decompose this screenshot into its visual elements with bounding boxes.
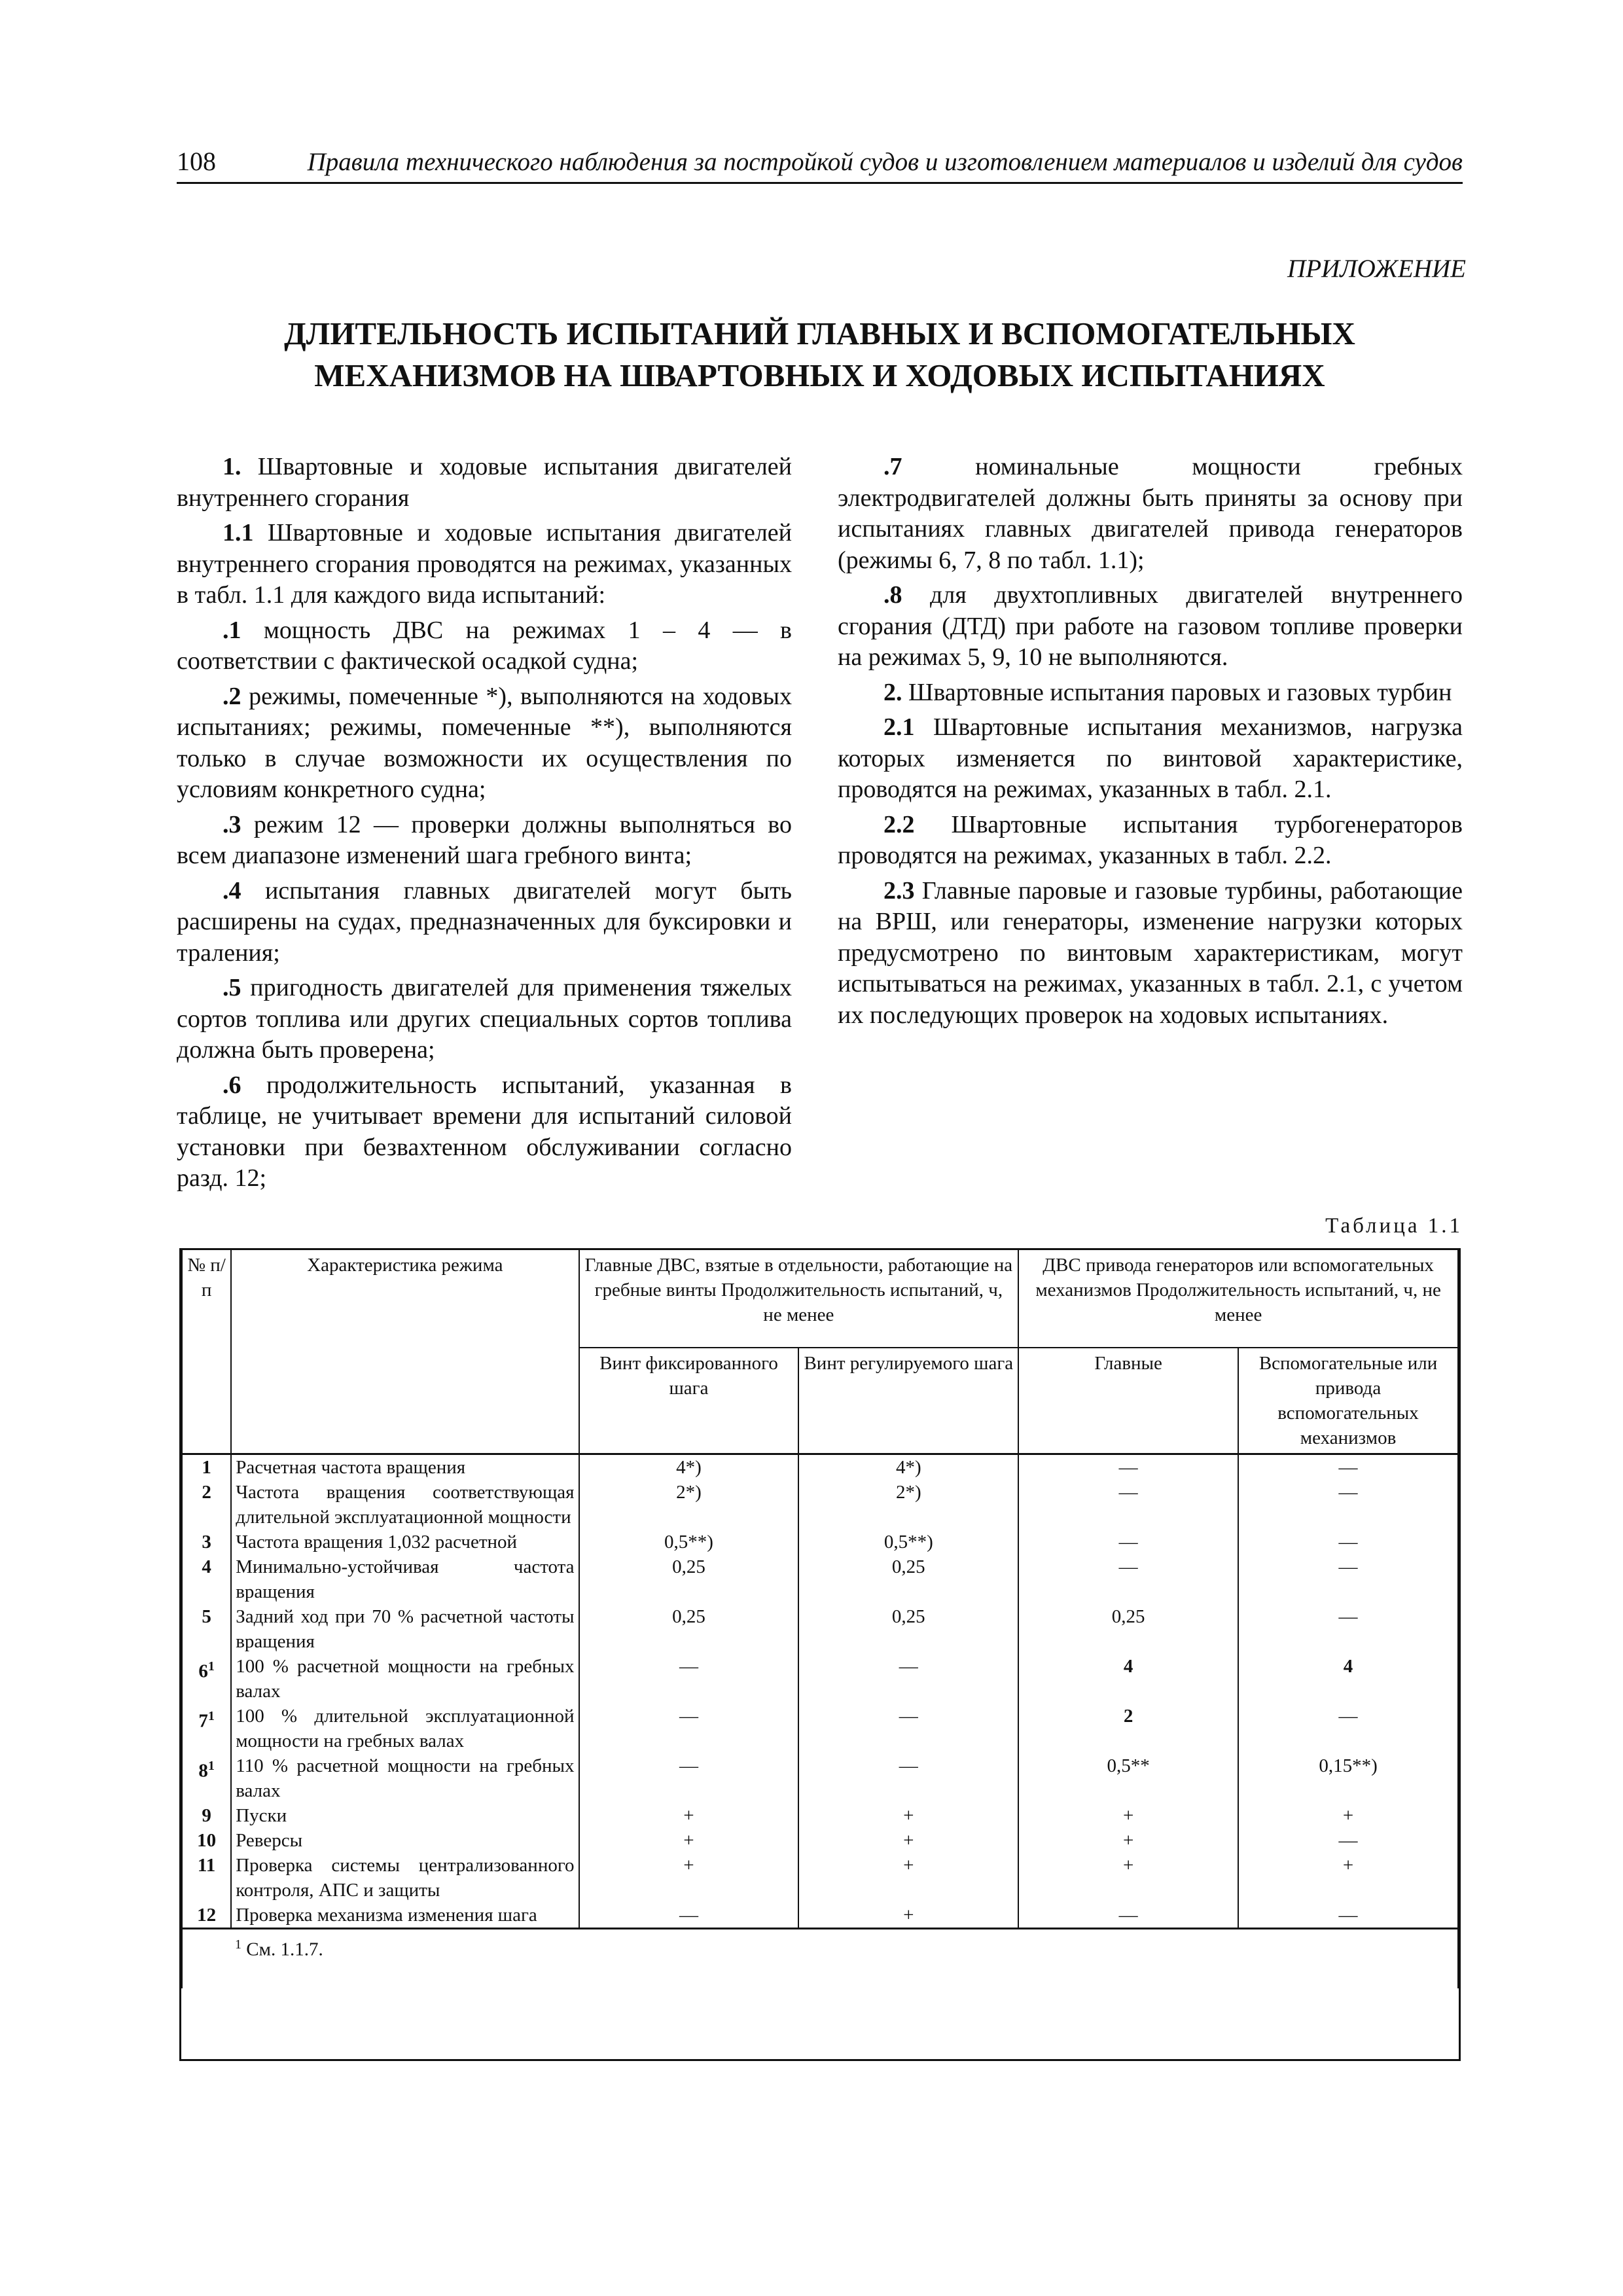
- row-footnote-mark: 1: [207, 1659, 215, 1674]
- paragraph-text: испытания главных двигателей могут быть расширены на судах, предназначенных для буксировки и траления;: [177, 876, 793, 967]
- paragraph: [838, 452, 1463, 576]
- duration-cell-d: —: [1238, 1480, 1458, 1530]
- row-number-text: 9: [202, 1805, 211, 1826]
- duration-cell-b: —: [798, 1654, 1018, 1704]
- row-characteristic: Пуски: [231, 1803, 579, 1828]
- paragraph-number: .5: [223, 974, 241, 1001]
- paragraph-text: для двухтопливных двигателей внутреннего сгорания (ДТД) при работе на газовом топливе проверки на режимах 5, 9, 10 не выполняются.: [838, 581, 1463, 671]
- paragraph-number: .6: [223, 1071, 241, 1099]
- table-row: [182, 1853, 1458, 1903]
- paragraph-text: номинальные мощности гребных электродвигателей должны быть приняты за основу при испытаниях главных двигателей привода генераторов (режимы 6, 7, 8 по табл. 1.1);: [838, 453, 1463, 574]
- duration-cell-c: 4: [1018, 1654, 1238, 1704]
- row-characteristic: 100 % длительной эксплуатационной мощности на гребных валах: [231, 1704, 579, 1753]
- paragraph-number: 2.2: [883, 810, 915, 838]
- duration-cell-a: —: [579, 1903, 799, 1929]
- duration-cell-d: —: [1238, 1903, 1458, 1929]
- duration-cell-d: —: [1238, 1604, 1458, 1654]
- duration-cell-c: 0,25: [1018, 1604, 1238, 1654]
- row-number-text: 8: [198, 1760, 208, 1782]
- duration-cell-a: +: [579, 1828, 799, 1853]
- duration-cell-a: 4*): [579, 1454, 799, 1480]
- row-number: [182, 1604, 231, 1654]
- paragraph-number: 2.: [883, 678, 902, 706]
- duration-cell-c: —: [1018, 1454, 1238, 1480]
- duration-cell-b: 0,25: [798, 1604, 1018, 1654]
- header-num-spacer: [182, 1348, 231, 1454]
- paragraph-text: пригодность двигателей для применения тяжелых сортов топлива или других специальных сортов топлива должна быть проверена;: [177, 974, 793, 1064]
- row-number: [182, 1480, 231, 1530]
- table-row: [182, 1530, 1458, 1554]
- row-characteristic: Проверка системы централизованного контроля, АПС и защиты: [231, 1853, 579, 1903]
- duration-cell-c: —: [1018, 1554, 1238, 1604]
- paragraph: [177, 518, 792, 611]
- header-main-engines: Главные ДВС, взятые в отдельности, работающие на гребные винты Продолжительность испытаний, ч, не менее: [579, 1250, 1019, 1348]
- header-characteristic: Характеристика режима: [231, 1250, 579, 1348]
- table-row: [182, 1654, 1458, 1704]
- row-characteristic: 100 % расчетной мощности на гребных валах: [231, 1654, 579, 1704]
- duration-cell-b: 2*): [798, 1480, 1018, 1530]
- left-text-column: [177, 452, 792, 1198]
- duration-cell-b: 0,5**): [798, 1530, 1018, 1554]
- paragraph-text: Швартовные и ходовые испытания двигателей внутреннего сгорания: [177, 453, 793, 512]
- paragraph-text: Главные паровые и газовые турбины, работающие на ВРШ, или генераторы, изменение нагрузки которых предусмотрено по винтовым характеристикам, могут испытываться на режимах, указанных в табл. 2.1, с учетом их последующих проверок на ходовых испытаниях.: [838, 876, 1463, 1029]
- paragraph-text: мощность ДВС на режимах 1 – 4 — в соответствии с фактической осадкой судна;: [177, 616, 792, 675]
- row-number: [182, 1828, 231, 1853]
- table-row: [182, 1753, 1458, 1803]
- row-number: [182, 1454, 231, 1480]
- duration-cell-b: 4*): [798, 1454, 1018, 1480]
- paragraph: [177, 973, 792, 1066]
- footnote-text: См. 1.1.7.: [246, 1939, 323, 1960]
- duration-cell-b: +: [798, 1828, 1018, 1853]
- paragraph-number: .4: [223, 876, 241, 905]
- paragraph: [838, 712, 1463, 806]
- appendix-label: ПРИЛОЖЕНИЕ: [1287, 255, 1466, 283]
- duration-cell-b: 0,25: [798, 1554, 1018, 1604]
- table-footnote: [182, 1929, 1458, 1988]
- table-row: [182, 1604, 1458, 1654]
- header-main: Главные: [1018, 1348, 1238, 1454]
- document-title: [177, 313, 1463, 397]
- row-number: [182, 1803, 231, 1828]
- duration-cell-d: —: [1238, 1530, 1458, 1554]
- row-number-text: 12: [197, 1905, 217, 1926]
- header-controllable-pitch: Винт регулируемого шага: [798, 1348, 1018, 1454]
- paragraph-text: Швартовные испытания турбогенераторов проводятся на режимах, указанных в табл. 2.2.: [838, 810, 1463, 869]
- paragraph-number: 1.1: [223, 519, 254, 547]
- row-characteristic: Проверка механизма изменения шага: [231, 1903, 579, 1929]
- row-number-text: 11: [197, 1855, 216, 1876]
- title-line-1: ДЛИТЕЛЬНОСТЬ ИСПЫТАНИЙ ГЛАВНЫХ И ВСПОМОГАТЕЛЬНЫХ: [284, 315, 1355, 351]
- duration-cell-a: +: [579, 1853, 799, 1903]
- row-number: [182, 1704, 231, 1753]
- table-row: [182, 1828, 1458, 1853]
- duration-cell-a: +: [579, 1803, 799, 1828]
- duration-cell-a: —: [579, 1704, 799, 1753]
- paragraph-number: .7: [883, 453, 902, 480]
- header-num: № п/п: [182, 1250, 231, 1348]
- paragraph-text: режим 12 — проверки должны выполняться во всем диапазоне изменений шага гребного винта;: [177, 810, 792, 869]
- row-number-text: 10: [197, 1830, 217, 1851]
- row-number-text: 7: [198, 1710, 208, 1732]
- duration-cell-b: +: [798, 1903, 1018, 1929]
- paragraph: [177, 1070, 792, 1194]
- paragraph-text: режимы, помеченные *), выполняются на ходовых испытаниях; режимы, помеченные **), выполняются только в случае возможности их осуществления по условиям конкретного судна;: [177, 682, 793, 803]
- table-row: [182, 1454, 1458, 1480]
- title-line-2: МЕХАНИЗМОВ НА ШВАРТОВНЫХ И ХОДОВЫХ ИСПЫТАНИЯХ: [314, 357, 1325, 393]
- duration-cell-c: 0,5**: [1018, 1753, 1238, 1803]
- table-body: [182, 1454, 1458, 1929]
- paragraph-text: продолжительность испытаний, указанная в таблице, не учитывает времени для испытаний силовой установки при безвахтенном обслуживании согласно разд. 12;: [177, 1071, 792, 1192]
- paragraph: [177, 810, 792, 872]
- duration-cell-d: —: [1238, 1554, 1458, 1604]
- page-number: 108: [177, 147, 216, 176]
- row-characteristic: Минимально-устойчивая частота вращения: [231, 1554, 579, 1604]
- duration-cell-c: +: [1018, 1828, 1238, 1853]
- duration-cell-d: +: [1238, 1803, 1458, 1828]
- paragraph-number: 2.1: [883, 713, 915, 741]
- duration-cell-a: 0,5**): [579, 1530, 799, 1554]
- row-number: [182, 1654, 231, 1704]
- duration-cell-c: +: [1018, 1853, 1238, 1903]
- duration-cell-a: 0,25: [579, 1554, 799, 1604]
- paragraph: [177, 615, 792, 677]
- duration-cell-c: —: [1018, 1530, 1238, 1554]
- duration-cell-a: —: [579, 1654, 799, 1704]
- test-duration-table: [181, 1250, 1459, 1988]
- duration-cell-c: —: [1018, 1480, 1238, 1530]
- row-number: [182, 1903, 231, 1929]
- paragraph: [838, 876, 1463, 1031]
- row-number-text: 4: [202, 1556, 211, 1577]
- row-number: [182, 1554, 231, 1604]
- duration-cell-b: +: [798, 1803, 1018, 1828]
- row-footnote-mark: 1: [207, 1759, 215, 1773]
- row-characteristic: Частота вращения 1,032 расчетной: [231, 1530, 579, 1554]
- duration-cell-d: 4: [1238, 1654, 1458, 1704]
- duration-cell-d: —: [1238, 1828, 1458, 1853]
- paragraph-number: .1: [223, 616, 241, 644]
- paragraph-number: .3: [223, 810, 241, 838]
- paragraph-number: 2.3: [883, 876, 915, 905]
- header-aux-engines: ДВС привода генераторов или вспомогательных механизмов Продолжительность испытаний, ч, не менее: [1018, 1250, 1458, 1348]
- row-characteristic: Задний ход при 70 % расчетной частоты вращения: [231, 1604, 579, 1654]
- row-number-text: 6: [198, 1660, 208, 1682]
- row-footnote-mark: 1: [207, 1709, 215, 1723]
- paragraph: [838, 677, 1463, 709]
- paragraph: [838, 580, 1463, 673]
- row-number: [182, 1530, 231, 1554]
- row-characteristic: 110 % расчетной мощности на гребных валах: [231, 1753, 579, 1803]
- row-characteristic: Частота вращения соответствующая длительной эксплуатационной мощности: [231, 1480, 579, 1530]
- duration-cell-a: 0,25: [579, 1604, 799, 1654]
- table-label: Таблица 1.1: [1325, 1214, 1463, 1238]
- row-number-text: 3: [202, 1532, 211, 1552]
- table-row: [182, 1480, 1458, 1530]
- table-row: [182, 1903, 1458, 1929]
- row-number-text: 1: [202, 1457, 211, 1478]
- duration-cell-b: —: [798, 1753, 1018, 1803]
- duration-cell-d: +: [1238, 1853, 1458, 1903]
- paragraph: [177, 681, 792, 806]
- row-number: [182, 1853, 231, 1903]
- paragraph-number: .8: [883, 581, 902, 609]
- duration-cell-c: 2: [1018, 1704, 1238, 1753]
- paragraph: [177, 452, 792, 514]
- paragraph-text: Швартовные и ходовые испытания двигателей внутреннего сгорания проводятся на режимах, указанных в табл. 1.1 для каждого вида испытаний:: [177, 519, 793, 609]
- page-header: [177, 143, 1463, 184]
- paragraph-number: 1.: [223, 453, 241, 480]
- paragraph-text: Швартовные испытания механизмов, нагрузка которых изменяется по винтовой характеристике, проводятся на режимах, указанных в табл. 2.1.: [838, 713, 1463, 803]
- row-number-text: 2: [202, 1482, 211, 1503]
- duration-cell-b: +: [798, 1853, 1018, 1903]
- row-characteristic: Реверсы: [231, 1828, 579, 1853]
- row-characteristic: Расчетная частота вращения: [231, 1454, 579, 1480]
- paragraph-text: Швартовные испытания паровых и газовых турбин: [908, 678, 1452, 706]
- footnote-mark: 1: [235, 1937, 241, 1952]
- table-row: [182, 1704, 1458, 1753]
- paragraph: [838, 810, 1463, 872]
- duration-cell-c: —: [1018, 1903, 1238, 1929]
- duration-cell-d: 0,15**): [1238, 1753, 1458, 1803]
- table-row: [182, 1554, 1458, 1604]
- duration-cell-a: —: [579, 1753, 799, 1803]
- header-fixed-pitch: Винт фиксированного шага: [579, 1348, 799, 1454]
- duration-cell-a: 2*): [579, 1480, 799, 1530]
- paragraph-number: .2: [223, 682, 241, 710]
- duration-cell-d: —: [1238, 1454, 1458, 1480]
- paragraph: [177, 876, 792, 969]
- right-text-column: [838, 452, 1463, 1035]
- duration-cell-d: —: [1238, 1704, 1458, 1753]
- row-number-text: 5: [202, 1606, 211, 1627]
- table-row: [182, 1803, 1458, 1828]
- header-auxiliary: Вспомогательные или привода вспомогательных механизмов: [1238, 1348, 1458, 1454]
- duration-cell-c: +: [1018, 1803, 1238, 1828]
- header-characteristic-spacer: [231, 1348, 579, 1454]
- row-number: [182, 1753, 231, 1803]
- table-container: [179, 1248, 1461, 2061]
- running-title: Правила технического наблюдения за постройкой судов и изготовлением материалов и изделий для судов: [307, 148, 1463, 176]
- duration-cell-b: —: [798, 1704, 1018, 1753]
